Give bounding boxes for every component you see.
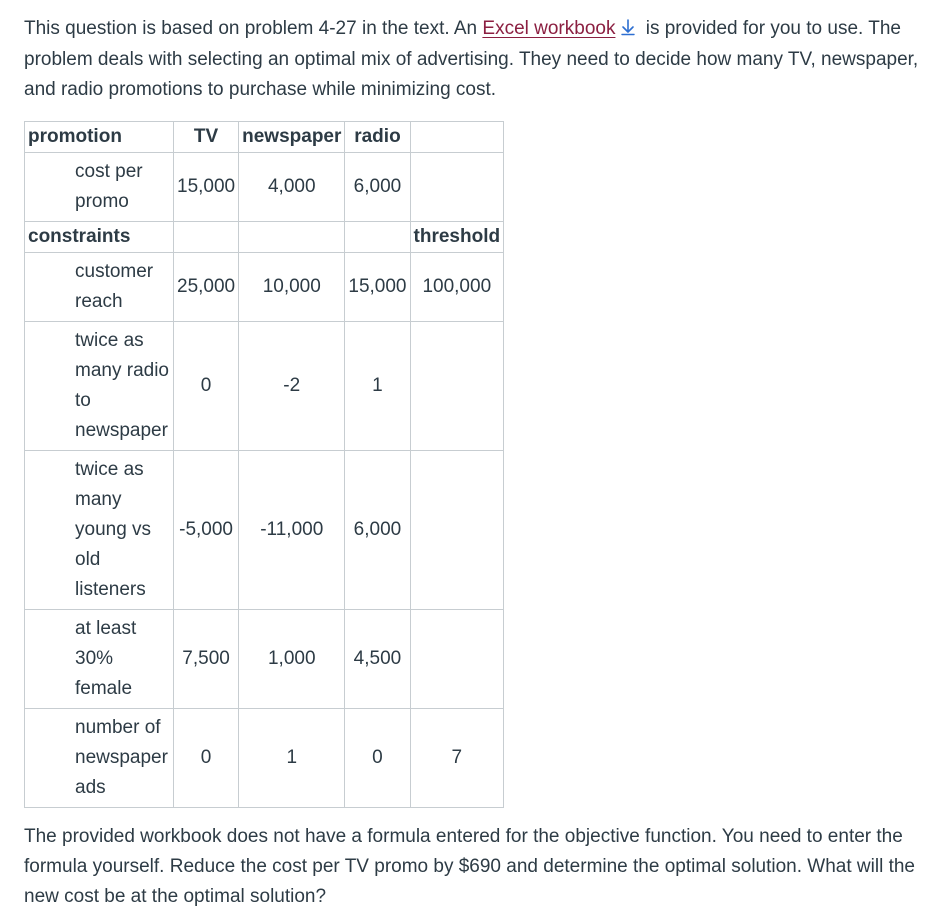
row-tv: 0 <box>174 708 239 807</box>
question-content <box>24 14 924 912</box>
row-radio: 4,500 <box>345 609 410 708</box>
row-newspaper: 1,000 <box>239 609 345 708</box>
row-threshold: 100,000 <box>410 252 504 321</box>
excel-workbook-link[interactable]: Excel workbook <box>482 18 616 39</box>
row-tv: -5,000 <box>174 450 239 609</box>
cost-newspaper: 4,000 <box>239 152 345 221</box>
row-threshold <box>410 321 504 450</box>
row-label: number of newspaper ads <box>25 708 174 807</box>
threshold-label: threshold <box>410 221 504 252</box>
table-row <box>25 252 504 321</box>
row-newspaper: 10,000 <box>239 252 345 321</box>
intro-text-before-link: This question is based on problem 4-27 in the text. An <box>24 18 483 39</box>
row-label: customer reach <box>25 252 174 321</box>
cost-radio: 6,000 <box>345 152 410 221</box>
constraints-header-row <box>25 221 504 252</box>
header-promotion: promotion <box>25 121 174 152</box>
row-tv: 7,500 <box>174 609 239 708</box>
intro-text-after-link: is provided for you to use. The problem deals with selecting an optimal mix of advertising. They need to decide how many TV, newspaper, and radio promotions to purchase while minimizing cost. <box>24 18 919 100</box>
promotion-table <box>24 121 504 808</box>
header-radio: radio <box>345 121 410 152</box>
row-label: twice as many radio to newspaper <box>25 321 174 450</box>
row-threshold: 7 <box>410 708 504 807</box>
row-label: twice as many young vs old listeners <box>25 450 174 609</box>
row-newspaper: 1 <box>239 708 345 807</box>
row-tv: 25,000 <box>174 252 239 321</box>
row-threshold <box>410 450 504 609</box>
row-threshold <box>410 609 504 708</box>
table-row <box>25 321 504 450</box>
row-radio: 1 <box>345 321 410 450</box>
download-arrow-icon[interactable] <box>619 16 637 34</box>
row-newspaper: -11,000 <box>239 450 345 609</box>
table-row <box>25 609 504 708</box>
header-newspaper: newspaper <box>239 121 345 152</box>
row-radio: 6,000 <box>345 450 410 609</box>
question-prompt: The provided workbook does not have a formula entered for the objective function. You need to enter the formula yourself. Reduce the cost per TV promo by $690 and determine the optimal solution. What will the new cost be at the optimal solution? <box>24 825 915 907</box>
cost-tv: 15,000 <box>174 152 239 221</box>
row-radio: 0 <box>345 708 410 807</box>
row-radio: 15,000 <box>345 252 410 321</box>
constraints-label: constraints <box>25 221 174 252</box>
row-tv: 0 <box>174 321 239 450</box>
constraints-empty-tv <box>174 221 239 252</box>
question-intro <box>24 14 924 106</box>
constraints-empty-radio <box>345 221 410 252</box>
table-row <box>25 708 504 807</box>
row-newspaper: -2 <box>239 321 345 450</box>
cost-extra <box>410 152 504 221</box>
cost-row-label: cost per promo <box>25 152 174 221</box>
row-label: at least 30% female <box>25 609 174 708</box>
constraints-empty-newspaper <box>239 221 345 252</box>
header-tv: TV <box>174 121 239 152</box>
cost-row <box>25 152 504 221</box>
header-extra <box>410 121 504 152</box>
table-row <box>25 450 504 609</box>
table-header-row <box>25 121 504 152</box>
